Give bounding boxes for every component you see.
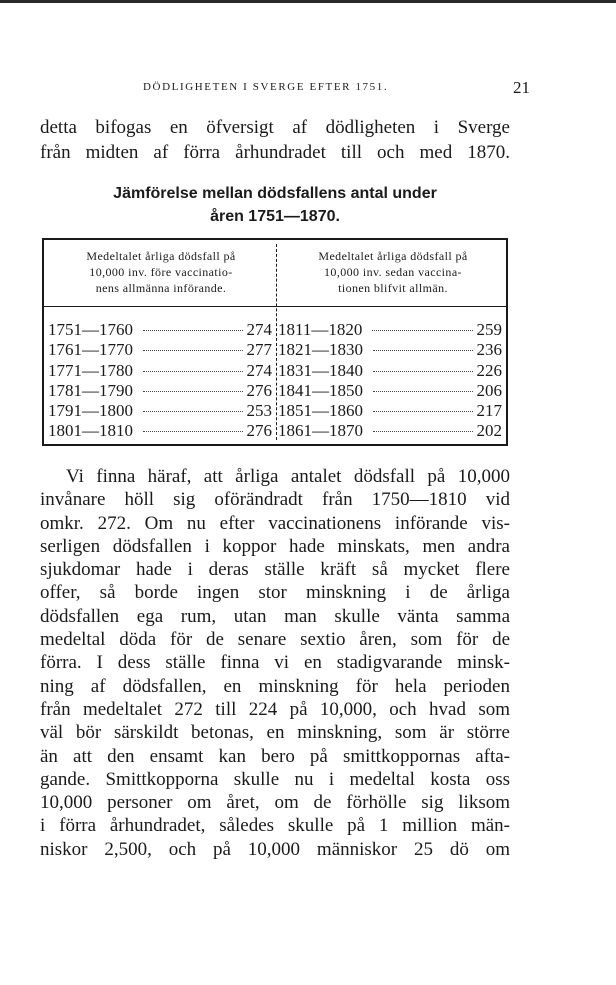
death-rate-value: 253 (246, 401, 272, 421)
left-column-header (50, 248, 272, 296)
table-row (48, 401, 506, 421)
body-line: i förra århundradet, således skulle på 1 million män- (40, 815, 510, 837)
death-rate-value: 276 (246, 421, 272, 441)
left-cell (48, 401, 272, 421)
mortality-table (42, 238, 508, 446)
running-head (40, 78, 530, 100)
period-label: 1781—1790 (48, 380, 133, 400)
leader-dots (143, 350, 243, 351)
period-label: 1771—1780 (48, 360, 133, 380)
death-rate-value: 259 (476, 320, 502, 339)
death-rate-value: 202 (476, 421, 502, 441)
left-header-line: 10,000 inv. före vaccinatio- (89, 265, 233, 279)
body-line: väl bör särskildt betonas, en minskning, som är större (40, 722, 510, 744)
body-line: sjukdomar hade i deras ställe kräft så mycket flere (40, 559, 510, 581)
left-cell (48, 361, 272, 381)
body-line: ning af dödsfallen, en minskning för hela perioden (40, 675, 510, 697)
body-line: serligen dödsfallen i koppor hade minskats, men andra (40, 535, 510, 557)
right-cell (278, 381, 502, 401)
death-rate-value: 236 (476, 340, 502, 360)
period-label: 1841—1850 (278, 380, 363, 400)
intro-line: detta bifogas en öfversigt af dödligheten i Sverge (40, 117, 510, 138)
leader-dots (143, 330, 243, 331)
period-label: 1761—1770 (48, 340, 133, 360)
body-line: invånare höll sig oförändradt från 1750—1810 vid (40, 489, 510, 511)
table-row (48, 320, 506, 340)
leader-dots (373, 350, 473, 351)
body-line: än att den ensamt kan bero på smittkoppornas afta- (40, 745, 510, 767)
right-header-line: Medeltalet årliga dödsfall på (318, 249, 468, 263)
period-label: 1801—1810 (48, 421, 133, 441)
intro-paragraph (40, 115, 510, 165)
running-title: DÖDLIGHETEN I SVERGE EFTER 1751. (143, 81, 389, 93)
right-cell (278, 361, 502, 381)
leader-dots (372, 330, 472, 331)
right-cell (278, 421, 502, 441)
period-label: 1851—1860 (278, 401, 363, 421)
death-rate-value: 277 (246, 340, 272, 360)
table-row (48, 381, 506, 401)
death-rate-value: 276 (246, 380, 272, 400)
top-border-rule (0, 0, 616, 3)
leader-dots (373, 371, 473, 372)
death-rate-value: 226 (476, 360, 502, 380)
right-cell (278, 340, 502, 360)
body-line: medeltal döda för de senare sextio åren, som för de (40, 629, 510, 651)
period-label: 1821—1830 (278, 340, 363, 360)
left-header-line: nens allmänna införande. (95, 281, 227, 295)
body-line: från medeltalet 272 till 224 på 10,000, och hvad som (40, 698, 510, 720)
left-cell (48, 381, 272, 401)
period-label: 1861—1870 (278, 421, 363, 441)
death-rate-value: 206 (476, 380, 502, 400)
table-heading (40, 182, 510, 228)
left-cell (48, 421, 272, 441)
death-rate-value: 274 (246, 320, 272, 339)
period-label: 1751—1760 (48, 320, 133, 339)
body-line: offer, så borde ingen stor minskning i de årliga (40, 582, 510, 604)
table-heading-line: åren 1751—1870. (210, 208, 340, 225)
body-line: omkr. 272. Om nu efter vaccinationens införande vis- (40, 512, 510, 534)
body-line: gande. Smittkopporna skulle nu i medeltal kosta oss (40, 768, 510, 790)
table-row (48, 340, 506, 360)
table-body (48, 320, 506, 442)
period-label: 1811—1820 (278, 320, 363, 339)
leader-dots (373, 391, 473, 392)
body-line: förra. I dess ställe finna vi en stadigvarande minsk- (40, 652, 510, 674)
page-number: 21 (513, 78, 530, 97)
body-line: dödsfallen ega rum, utan man skulle vänta samma (40, 605, 510, 627)
leader-dots (143, 411, 243, 412)
death-rate-value: 217 (476, 401, 502, 421)
left-header-line: Medeltalet årliga dödsfall på (86, 249, 236, 263)
header-rule (44, 306, 506, 307)
leader-dots (373, 431, 473, 432)
intro-line: från midten af förra århundradet till och med 1870. (40, 142, 510, 163)
body-line: 10,000 personer om året, om de förhölle sig liksom (40, 792, 510, 814)
leader-dots (373, 411, 473, 412)
table-heading-line: Jämförelse mellan dödsfallens antal under (113, 185, 437, 202)
table-row (48, 361, 506, 381)
leader-dots (143, 431, 243, 432)
death-rate-value: 274 (246, 360, 272, 380)
body-line: niskor 2,500, och på 10,000 människor 25 dö om (40, 838, 510, 860)
right-column-header (282, 248, 504, 296)
right-header-line: tionen blifvit allmän. (338, 281, 448, 295)
left-cell (48, 320, 272, 340)
period-label: 1791—1800 (48, 401, 133, 421)
body-paragraph (40, 465, 510, 861)
period-label: 1831—1840 (278, 360, 363, 380)
table-row (48, 421, 506, 441)
leader-dots (143, 391, 243, 392)
right-cell (278, 401, 502, 421)
leader-dots (143, 371, 243, 372)
right-cell (278, 320, 502, 340)
left-cell (48, 340, 272, 360)
body-line: Vi finna häraf, att årliga antalet dödsfall på 10,000 (66, 466, 510, 487)
right-header-line: 10,000 inv. sedan vaccina- (324, 265, 462, 279)
